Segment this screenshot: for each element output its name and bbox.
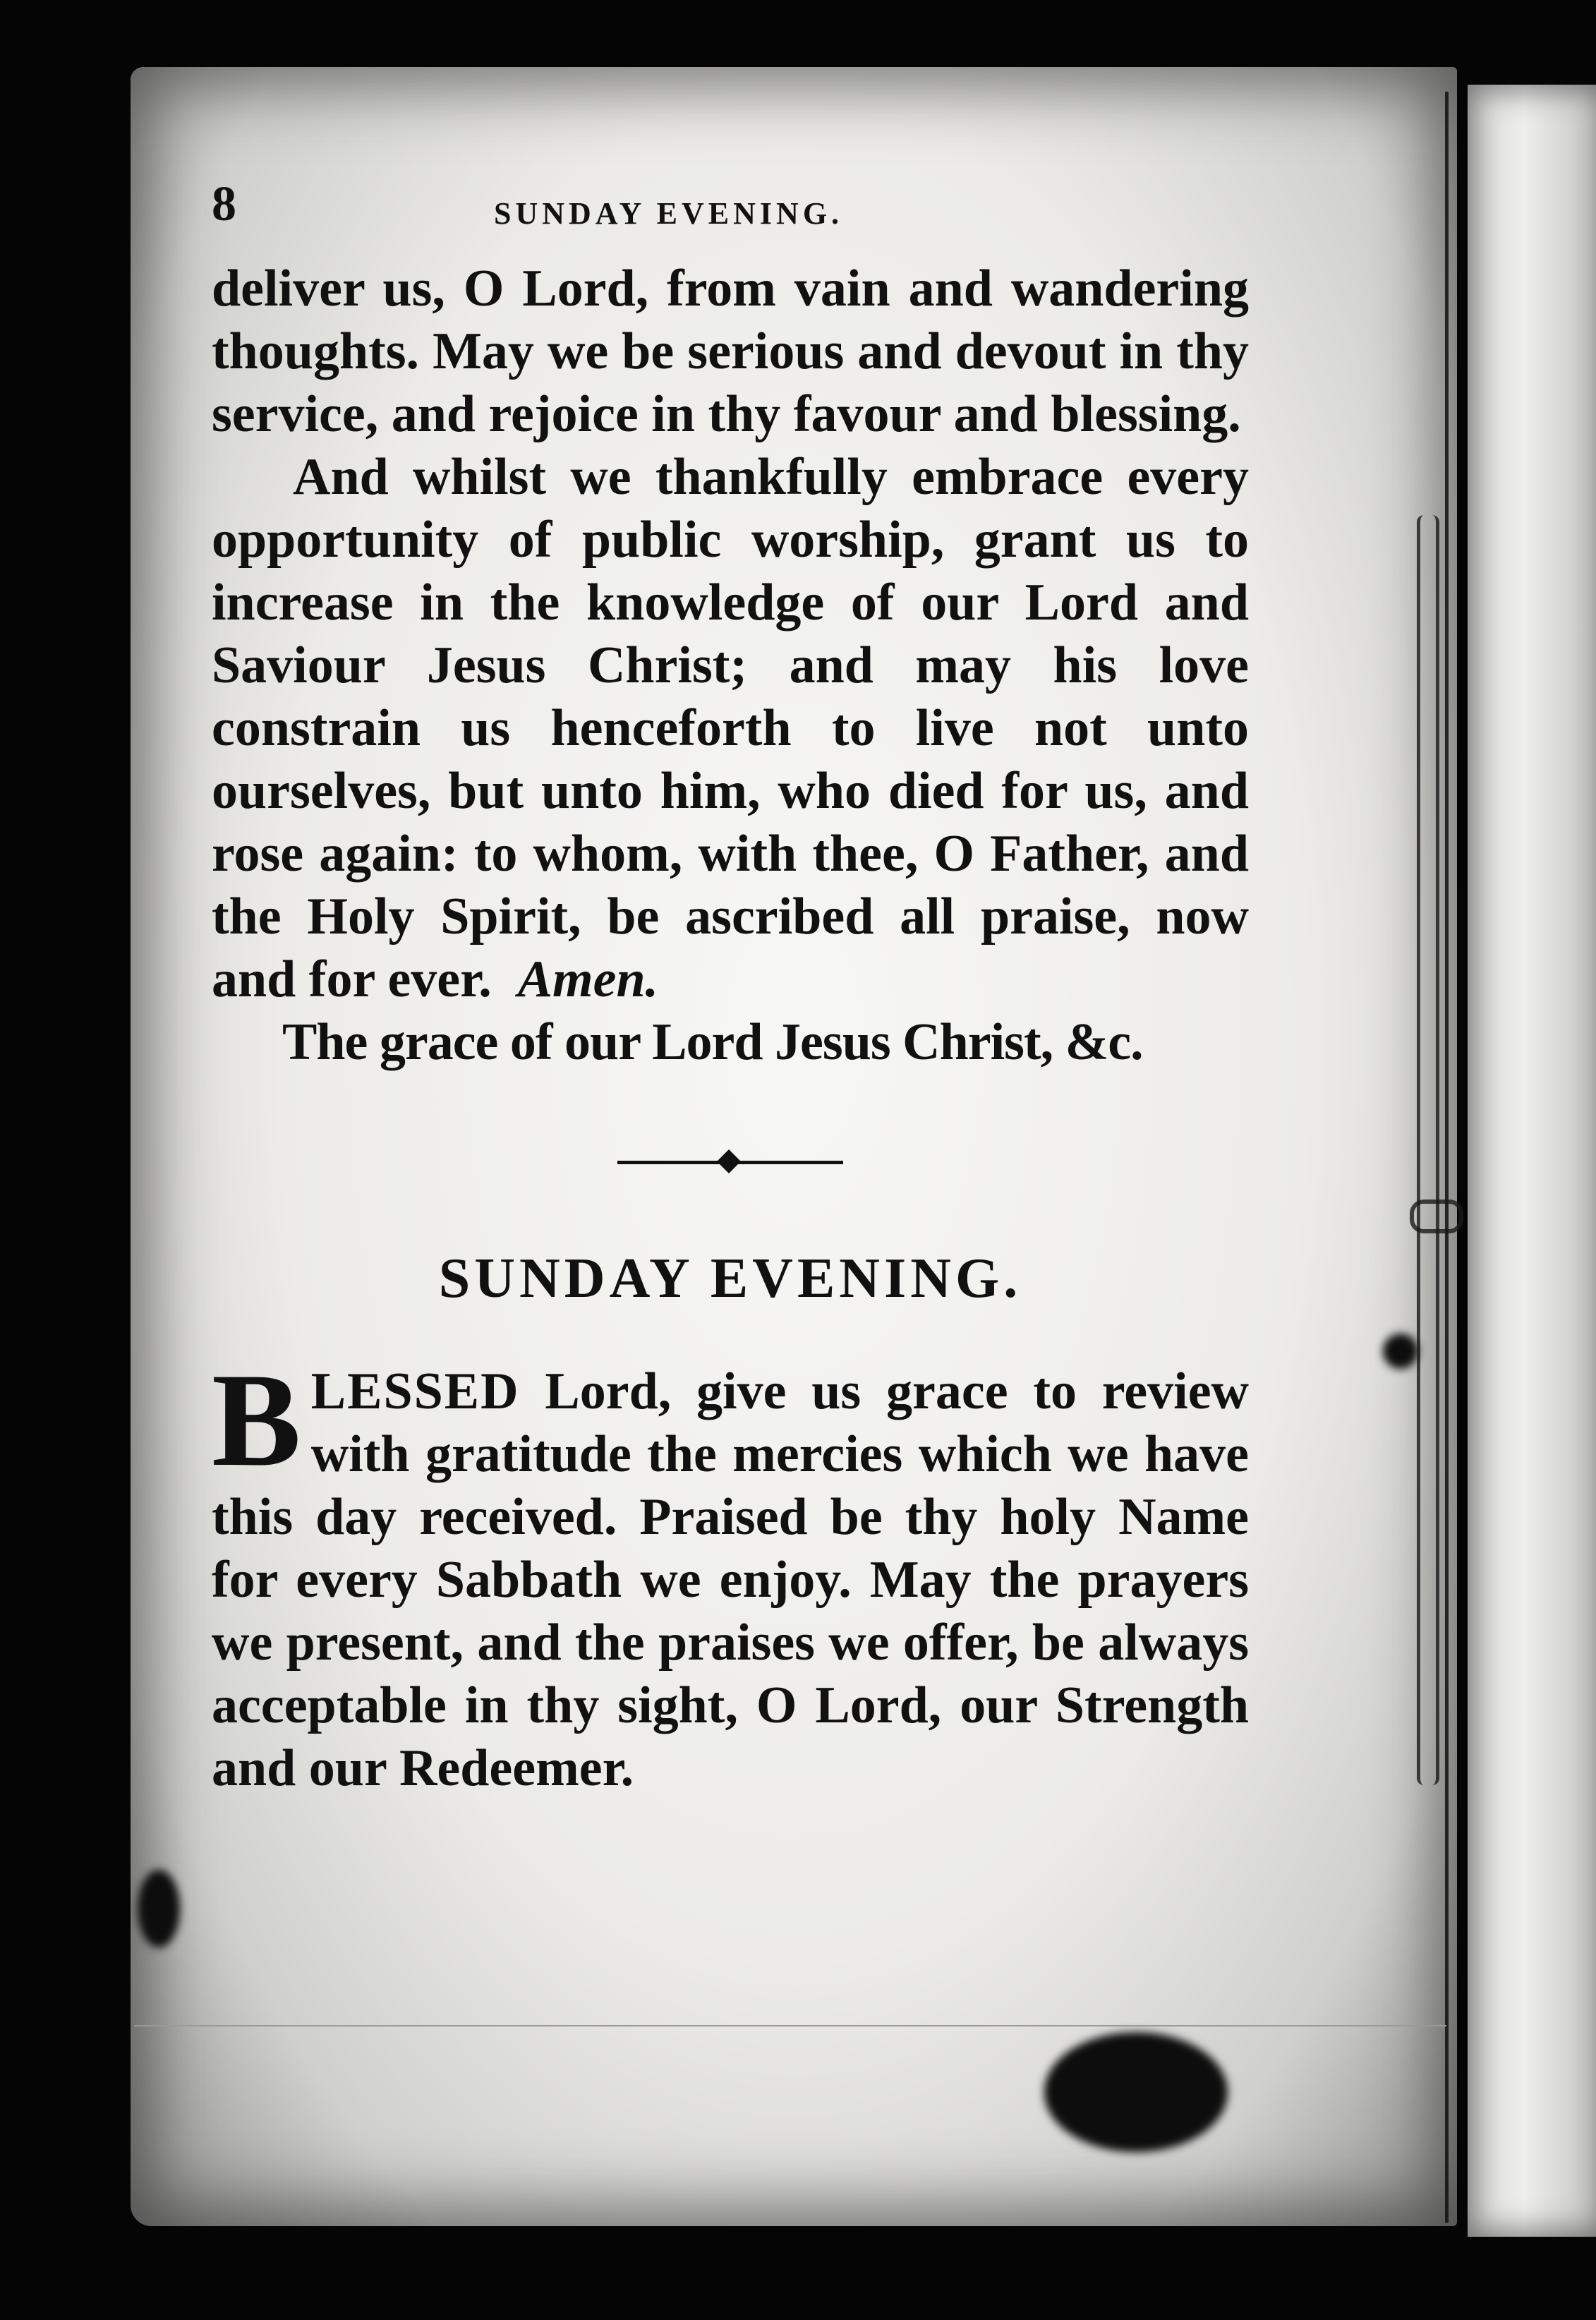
section-divider-ornament xyxy=(617,1152,843,1173)
facing-page-edge xyxy=(1468,85,1596,2237)
binding-stitch xyxy=(1417,515,1439,1785)
ink-stain xyxy=(1383,1334,1418,1369)
grace-line: The grace of our Lord Jesus Christ, &c. xyxy=(282,1013,1143,1071)
page-number: 8 xyxy=(212,177,236,231)
page-header xyxy=(212,177,1249,258)
section-paragraph xyxy=(212,1346,1249,1800)
amen-text: Amen. xyxy=(517,950,659,1008)
binding-knot xyxy=(1410,1200,1463,1233)
prayer-paragraph-2 xyxy=(212,446,1249,1011)
ink-stain xyxy=(138,1870,180,1947)
prayer-paragraph-2-text: And whilst we thankfully embrace every opportunity of public worship, grant us to increase in the knowledge of our Lord and Saviour Jesus Christ; and may his love constrain us henceforth to live not unto ourselves, but unto him, who died for us, and rose again: to whom, with thee, O Father, and the Holy Spirit, be ascribed all praise, now and for ever. xyxy=(212,448,1249,1008)
divider-diamond xyxy=(717,1149,741,1173)
running-head: SUNDAY EVENING. xyxy=(494,196,844,231)
drop-cap: B xyxy=(212,1346,301,1494)
page-content xyxy=(212,177,1249,1800)
drop-cap-word-rest: LESSED xyxy=(310,1363,520,1420)
prayer-paragraph: deliver us, O Lord, from vain and wandering thoughts. May we be serious and devout in thy service, and rejoice in thy favour and blessing. xyxy=(212,260,1249,443)
gutter-line xyxy=(1445,92,1449,2223)
section-title: SUNDAY EVENING. xyxy=(438,1247,1022,1310)
scan-edge-line xyxy=(134,2025,1446,2026)
ink-stain xyxy=(1044,2032,1228,2152)
section-paragraph-text: Lord, give us grace to review with gratitude the mercies which we have this day received. Praised be thy holy Name for every Sabbath we enjoy. May the prayers we present, and the praises we offer, be always acceptable in thy sight, O Lord, our Strength and our Redeemer. xyxy=(212,1363,1249,1797)
